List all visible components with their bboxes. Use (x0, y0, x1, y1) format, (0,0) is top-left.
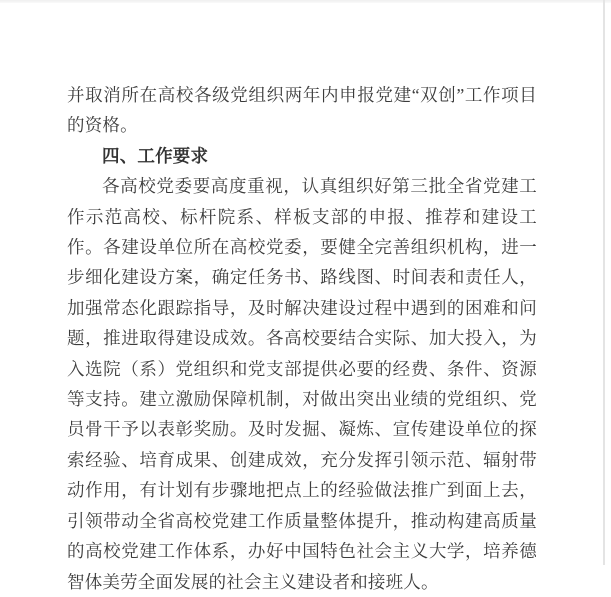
section-heading-work-requirements: 四、工作要求 (102, 145, 209, 166)
page-right-edge-rule (603, 0, 605, 565)
paragraph-work-requirements-body: 各高校党委要高度重视，认真组织好第三批全省党建工作示范高校、标杆院系、样板支部的申报、推荐和建设工作。各建设单位所在高校党委，要健全完善组织机构，进一步细化建设方案，确定任务书、路线图、时间表和责任人，加强常态化跟踪指导，及时解决建设过程中遇到的困难和问题，推进取得建设成效。各高校要结合实际、加大投入，为入选院（系）党组织和党支部提供必要的经费、条件、资源等支持。建立激励保障机制，对做出突出业绩的党组织、党员骨干予以表彰奖励。及时发掘、凝炼、宣传建设单位的探索经验、培育成果、创建成效，充分发挥引领示范、辐射带动作用，有计划有步骤地把点上的经验做法推广到面上去，引领带动全省高校党建工作质量整体提升，推动构建高质量的高校党建工作体系，办好中国特色社会主义大学，培养德智体美劳全面发展的社会主义建设者和接班人。 (67, 176, 537, 592)
page-top-edge (0, 0, 611, 3)
document-body (67, 80, 537, 597)
paragraph-continuation: 并取消所在高校各级党组织两年内申报党建“双创”工作项目的资格。 (67, 85, 537, 136)
